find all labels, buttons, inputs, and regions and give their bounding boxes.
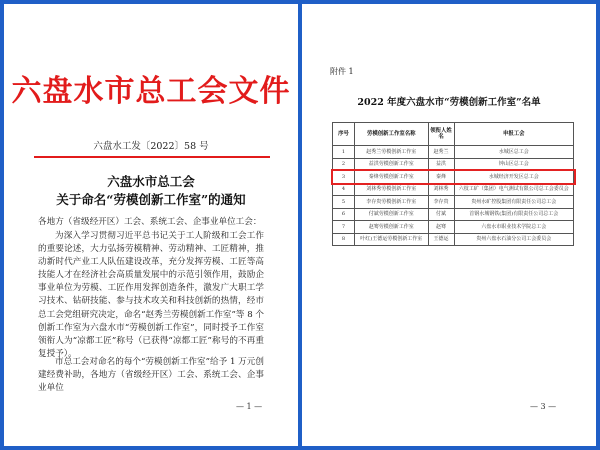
document-number: 六盘水工发〔2022〕58 号 xyxy=(93,141,209,152)
salutation: 各地方（省级经开区）工会、系统工会、企事业单位工会： xyxy=(38,217,262,227)
table-row xyxy=(333,233,574,246)
cell-leader: 刘林秀 xyxy=(428,183,454,196)
document-page-3 xyxy=(302,4,596,446)
cell-union: 六枝工矿（集团）电气测试有限公司总工会委员会 xyxy=(454,183,574,196)
cell-leader: 李存贵 xyxy=(428,196,454,209)
cell-index: 8 xyxy=(333,233,355,246)
cell-studio: 刘林秀劳模创新工作室 xyxy=(354,183,428,196)
body-paragraph-1: 为深入学习贯彻习近平总书记关于工人阶级和工会工作的重要论述，大力弘扬劳模精神、劳动精神、工匠精神，推动新时代产业工人队伍建设改革，充分发挥劳模、工匠等高技能人才在经济社会高质量发展中的示范引领作用，鼓励企事业单位为劳模、工匠作用发挥创造条件，激发广大职工学习技术、钻研技能、参与技术攻关和科技创新的热情，经市总工会党组研究决定，命名“赵秀兰劳模创新工作室”等 8 个创新工作室为六盘水市“劳模创新工作室”，同时授予工作室领衔人为“凉都工匠”称号（已获得“凉都工匠”称号的不再重复授予）。 xyxy=(38,231,264,359)
issuer-heading: 六盘水市总工会 xyxy=(107,174,195,189)
cell-studio: 赵秀兰劳模创新工作室 xyxy=(354,146,428,159)
cell-union: 水城区总工会 xyxy=(454,146,574,159)
header-cell: 领衔人姓名 xyxy=(428,123,454,146)
cell-studio: 叶红)王德运劳模创新工作室 xyxy=(354,233,428,246)
cell-leader: 赵骞 xyxy=(428,221,454,234)
cell-index: 5 xyxy=(333,196,355,209)
header-cell: 劳模创新工作室名称 xyxy=(354,123,428,146)
page-number: — 1 — xyxy=(236,402,263,411)
highlight-box xyxy=(331,169,576,186)
table-row xyxy=(333,221,574,234)
cell-leader: 秦烽 xyxy=(428,171,454,184)
list-title: 2022 年度六盘水市“劳模创新工作室”名单 xyxy=(357,97,541,108)
cell-index: 3 xyxy=(333,171,355,184)
cell-union: 钟山区总工会 xyxy=(454,158,574,171)
cell-leader: 王德运 xyxy=(428,233,454,246)
cell-leader: 付斌 xyxy=(428,208,454,221)
cell-index: 2 xyxy=(333,158,355,171)
table-header-row xyxy=(333,123,574,146)
notice-title: 关于命名“劳模创新工作室”的通知 xyxy=(56,192,246,207)
cell-studio: 付斌劳模创新工作室 xyxy=(354,208,428,221)
cell-union: 六盘水市职业技术学院总工会 xyxy=(454,221,574,234)
cell-studio: 赵骞劳模创新工作室 xyxy=(354,221,428,234)
cell-union: 首钢水城钢铁(集团)有限责任公司总工会 xyxy=(454,208,574,221)
header-cell: 申报工会 xyxy=(454,123,574,146)
document-red-header: 六盘水市总工会文件 xyxy=(11,74,291,109)
table-row xyxy=(333,208,574,221)
table-row xyxy=(333,196,574,209)
cell-index: 6 xyxy=(333,208,355,221)
cell-index: 4 xyxy=(333,183,355,196)
cell-union: 贵州水矿控股集团有限责任公司总工会 xyxy=(454,196,574,209)
red-divider xyxy=(34,156,270,158)
cell-studio: 李存贵劳模创新工作室 xyxy=(354,196,428,209)
cell-union: 水城经济开发区总工会 xyxy=(454,171,574,184)
cell-leader: 益洪 xyxy=(428,158,454,171)
page-number: — 3 — xyxy=(530,402,557,411)
cell-index: 7 xyxy=(333,221,355,234)
attachment-label: 附件 1 xyxy=(330,67,354,76)
cell-leader: 赵秀兰 xyxy=(428,146,454,159)
table-row xyxy=(333,146,574,159)
cell-union: 贵州六盘水石油分公司工会委员会 xyxy=(454,233,574,246)
body-paragraph-2: 市总工会对命名的每个“劳模创新工作室”给予 1 万元创建经费补助，各地方（省级经开区）工会、系统工会、企事业单位 xyxy=(38,357,264,394)
cell-studio: 秦烽劳模创新工作室 xyxy=(354,171,428,184)
document-page-1 xyxy=(4,4,298,446)
cell-index: 1 xyxy=(333,146,355,159)
cell-studio: 益洪劳模创新工作室 xyxy=(354,158,428,171)
header-cell: 序号 xyxy=(333,123,355,146)
